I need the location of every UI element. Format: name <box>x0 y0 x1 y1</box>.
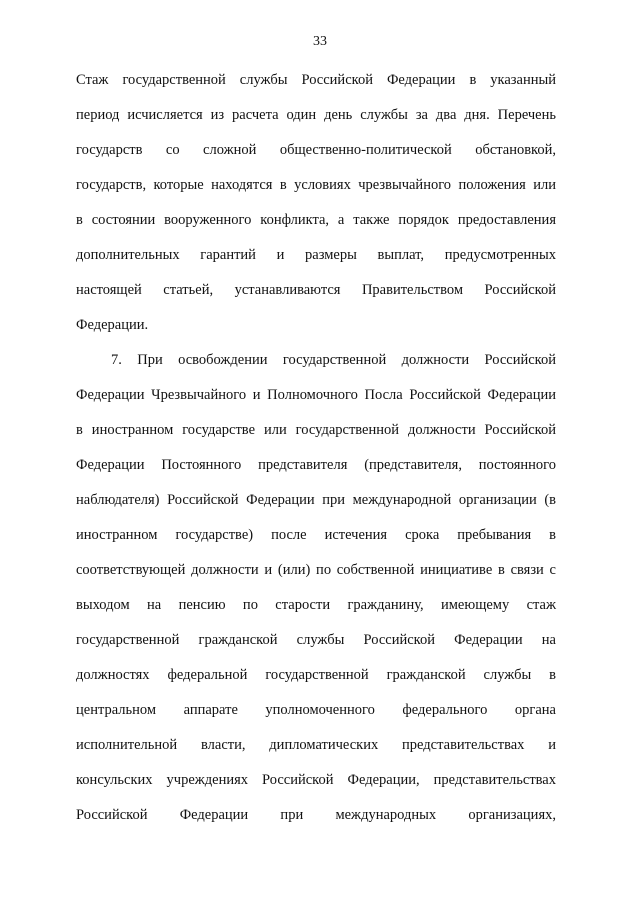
paragraph-1-line-8: Федерации. <box>76 317 149 333</box>
paragraph-2-line-6: иностранном государстве) после истечения срока пребывания в <box>76 527 556 543</box>
page-number: 33 <box>313 34 327 49</box>
paragraph-2-line-13: консульских учреждениях Российской Федерации, представительствах <box>76 772 556 788</box>
paragraph-2-line-3: в иностранном государстве или государственной должности Российской <box>76 422 556 438</box>
paragraph-2-line-1: 7. При освобождении государственной должности Российской <box>111 352 556 368</box>
paragraph-2-line-7: соответствующей должности и (или) по собственной инициативе в связи с <box>76 562 556 578</box>
paragraph-1-line-1: Стаж государственной службы Российской Федерации в указанный <box>76 72 556 88</box>
paragraph-2-line-2: Федерации Чрезвычайного и Полномочного Посла Российской Федерации <box>76 387 556 403</box>
paragraph-1-line-7: настоящей статьей, устанавливаются Правительством Российской <box>76 282 556 298</box>
paragraph-1 <box>76 69 556 349</box>
paragraph-2-line-5: наблюдателя) Российской Федерации при международной организации (в <box>76 492 556 508</box>
paragraph-2-line-4: Федерации Постоянного представителя (представителя, постоянного <box>76 457 556 473</box>
paragraph-1-line-6: дополнительных гарантий и размеры выплат, предусмотренных <box>76 247 556 263</box>
paragraph-2-line-9: государственной гражданской службы Российской Федерации на <box>76 632 556 648</box>
paragraph-2 <box>76 349 556 839</box>
paragraph-1-line-2: период исчисляется из расчета один день службы за два дня. Перечень <box>76 107 556 123</box>
paragraph-1-line-5: в состоянии вооруженного конфликта, а также порядок предоставления <box>76 212 556 228</box>
paragraph-2-line-11: центральном аппарате уполномоченного федерального органа <box>76 702 556 718</box>
paragraph-2-line-14: Российской Федерации при международных организациях, <box>76 807 556 823</box>
paragraph-2-line-12: исполнительной власти, дипломатических представительствах и <box>76 737 556 753</box>
paragraph-1-line-3: государств со сложной общественно-политической обстановкой, <box>76 142 556 158</box>
paragraph-1-line-4: государств, которые находятся в условиях чрезвычайного положения или <box>76 177 556 193</box>
paragraph-2-line-8: выходом на пенсию по старости гражданину, имеющему стаж <box>76 597 556 613</box>
paragraph-2-line-10: должностях федеральной государственной гражданской службы в <box>76 667 556 683</box>
